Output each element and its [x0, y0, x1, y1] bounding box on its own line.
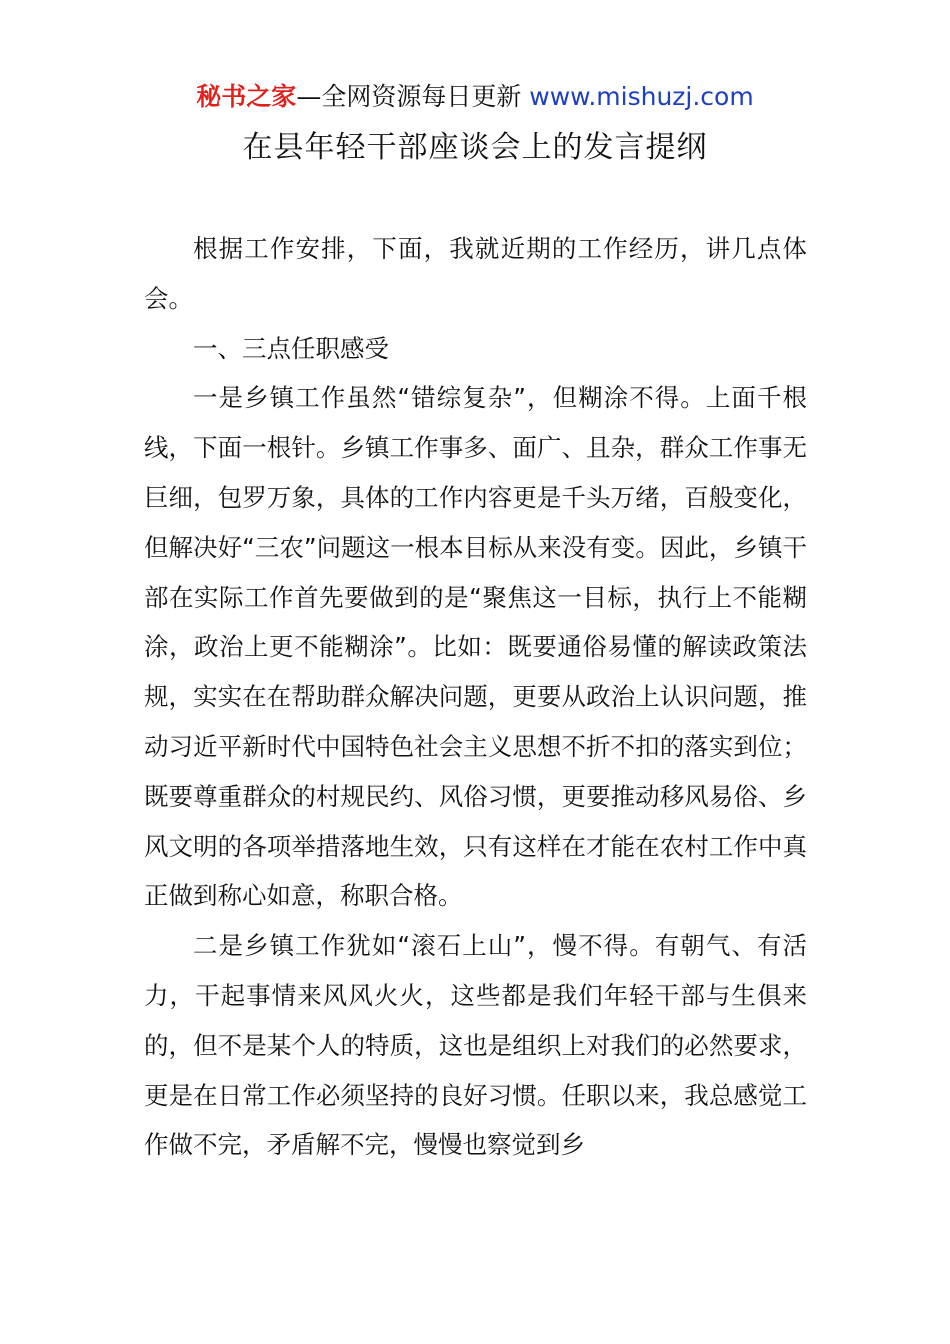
site-header: [0, 80, 950, 114]
document-title: 在县年轻干部座谈会上的发言提纲: [242, 130, 708, 165]
site-brand: 秘书之家: [196, 82, 297, 111]
paragraph-point-two: 二是乡镇工作犹如“滚石上山”，慢不得。有朝气、有活力，干起事情来风风火火，这些都是我们年轻干部与生俱来的，但不是某个人的特质，这也是组织上对我们的必然要求，更是在日常工作必须坚持的良好习惯。任职以来，我总感觉工作做不完，矛盾解不完，慢慢也察觉到乡: [144, 931, 807, 1160]
paragraph-intro: 根据工作安排，下面，我就近期的工作经历，讲几点体会。: [144, 234, 807, 313]
section-heading: 一、三点任职感受: [193, 333, 389, 363]
site-tagline: —全网资源每日更新: [296, 82, 522, 111]
site-url-link[interactable]: www.mishuzj.com: [529, 82, 754, 111]
document-body: [144, 224, 807, 1170]
paragraph-point-one: 一是乡镇工作虽然“错综复杂”，但糊涂不得。上面千根线，下面一根针。乡镇工作事多、面广、且杂，群众工作事无巨细，包罗万象，具体的工作内容更是千头万绪，百般变化，但解决好“三农”问题这一根本目标从来没有变。因此，乡镇干部在实际工作首先要做到的是“聚焦这一目标，执行上不能糊涂，政治上更不能糊涂”。比如：既要通俗易懂的解读政策法规，实实在在帮助群众解决问题，更要从政治上认识问题，推动习近平新时代中国特色社会主义思想不折不扣的落实到位；既要尊重群众的村规民约、风俗习惯，更要推动移风易俗、乡风文明的各项举措落地生效，只有这样在才能在农村工作中真正做到称心如意，称职合格。: [144, 383, 807, 911]
